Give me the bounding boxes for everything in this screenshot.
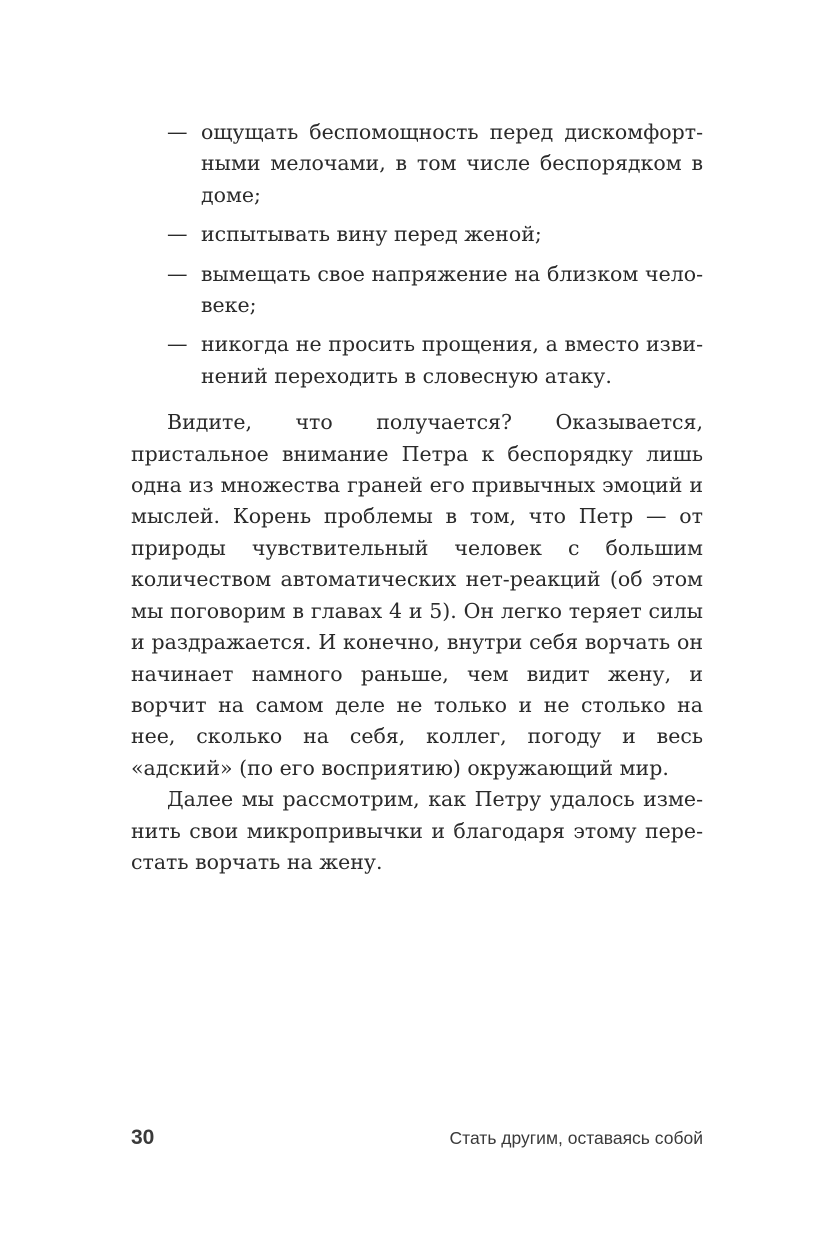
list-dash: — [167,120,188,144]
list-item [131,259,703,322]
list-item-text: вымещать свое напряжение на близком человеке; [201,261,703,318]
dash-list [131,117,703,392]
list-item [131,219,703,250]
body-text [131,117,703,878]
running-title: Стать другим, оставаясь собой [449,1128,703,1148]
list-dash: — [167,261,188,286]
page-number: 30 [131,1126,155,1149]
list-item-text: испытывать вину перед женой; [201,222,542,247]
list-dash: — [167,332,188,357]
list-item [131,329,703,392]
list-item [131,117,703,211]
paragraph: Далее мы рассмотрим, как Петру удалось изменить свои микропривычки и благодаря этому перестать ворчать на жену. [131,787,703,874]
page-footer [131,1126,703,1156]
paragraph: Видите, что получается? Оказывается, пристальное внимание Петра к беспорядку лишь одна из множества граней его привычных эмоций и мыслей. Корень проблемы в том, что Петр — от природы чувствительный человек с большим количеством автоматических нет-реакций (об этом мы поговорим в главах 4 и 5). Он легко теряет силы и раздражается. И конечно, внутри себя ворчать он начинает намного раньше, чем видит жену, и ворчит на самом деле не только и не столько на нее, сколько на себя, коллег, погоду и весь «адский» (по его восприятию) окружающий мир. [131,410,703,780]
list-item-text: ощущать беспомощность перед дискомфортными мелочами, в том числе беспорядком в доме; [201,120,703,207]
list-dash: — [167,222,188,247]
list-item-text: никогда не просить прощения, а вместо извинений переходить в словесную атаку. [201,332,703,388]
